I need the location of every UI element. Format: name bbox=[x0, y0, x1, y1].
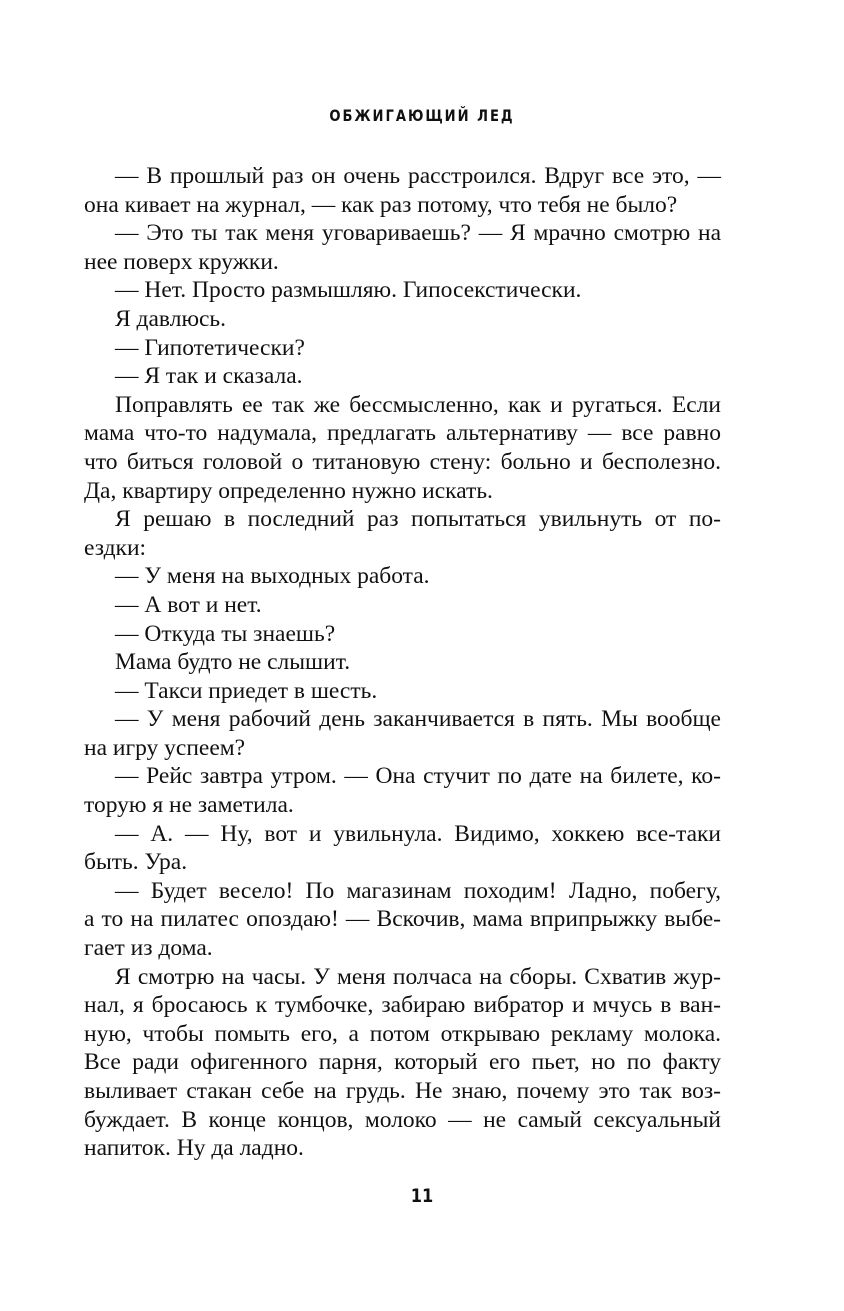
text-line: она кивает на журнал, — как раз потому, что тебя не было? bbox=[84, 191, 678, 218]
text-line: Мама будто не слышит. bbox=[115, 649, 351, 676]
text-line: что биться головой о титановую стену: больно и бесполезно. bbox=[84, 448, 721, 475]
text-line: Да, квартиру определенно нужно искать. bbox=[84, 477, 493, 504]
text-line: Все ради офигенного парня, который его пьет, но по факту bbox=[84, 1049, 721, 1076]
text-line: — Гипотетически? bbox=[115, 334, 305, 361]
paragraph bbox=[84, 562, 721, 591]
text-line: — Рейс завтра утром. — Она стучит по дате на билете, ко- bbox=[115, 763, 721, 790]
text-line: быть. Ура. bbox=[84, 849, 188, 876]
text-line: — Нет. Просто размышляю. Гипосекстически. bbox=[115, 277, 582, 304]
text-line: — У меня рабочий день заканчивается в пять. Мы вообще bbox=[115, 706, 721, 733]
text-line: — А вот и нет. bbox=[115, 591, 262, 618]
text-line: ную, чтобы помыть его, а потом открываю рекламу молока. bbox=[84, 1020, 721, 1047]
paragraph bbox=[84, 705, 721, 762]
paragraph bbox=[84, 762, 721, 819]
text-line: — В прошлый раз он очень расстроился. Вдруг все это, — bbox=[115, 163, 721, 189]
text-line: торую я не заметила. bbox=[84, 792, 294, 819]
paragraph bbox=[84, 677, 721, 706]
text-line: — Откуда ты знаешь? bbox=[115, 620, 336, 647]
paragraph bbox=[84, 334, 721, 363]
text-line: — Такси приедет в шесть. bbox=[115, 677, 378, 704]
paragraph bbox=[84, 162, 721, 219]
text-line: буждает. В конце концов, молоко — не самый сексуальный bbox=[84, 1106, 721, 1133]
text-line: — Я так и сказала. bbox=[115, 363, 303, 390]
body-text bbox=[84, 162, 721, 1163]
text-line: нее поверх кружки. bbox=[84, 248, 279, 275]
text-line: на игру успеем? bbox=[84, 734, 246, 761]
paragraph bbox=[84, 820, 721, 877]
text-line: выливает стакан себе на грудь. Не знаю, почему это так воз- bbox=[84, 1078, 721, 1104]
text-line: Я смотрю на часы. У меня полчаса на сборы. Схватив жур- bbox=[115, 963, 721, 990]
text-line: ездки: bbox=[84, 534, 147, 561]
text-line: мама что-то надумала, предлагать альтернативу — все равно bbox=[84, 420, 721, 447]
paragraph bbox=[84, 391, 721, 505]
paragraph bbox=[84, 219, 721, 276]
text-line: — Это ты так меня уговариваешь? — Я мрачно смотрю на bbox=[115, 220, 721, 247]
paragraph bbox=[84, 620, 721, 649]
paragraph bbox=[84, 362, 721, 391]
paragraph bbox=[84, 877, 721, 963]
paragraph bbox=[84, 591, 721, 620]
text-line: — У меня на выходных работа. bbox=[115, 563, 430, 590]
paragraph bbox=[84, 276, 721, 305]
paragraph bbox=[84, 963, 721, 1163]
text-line: Поправлять ее так же бессмысленно, как и ругаться. Если bbox=[115, 391, 721, 418]
text-line: а то на пилатес опоздаю! — Вскочив, мама вприпрыжку выбе- bbox=[84, 906, 721, 933]
running-head: ОБЖИГАЮЩИЙ ЛЕД bbox=[329, 106, 515, 125]
text-line: Я решаю в последний раз попытаться увильнуть от по- bbox=[115, 506, 721, 533]
text-line: Я давлюсь. bbox=[115, 305, 227, 332]
paragraph bbox=[84, 648, 721, 677]
paragraph bbox=[84, 505, 721, 562]
text-line: нал, я бросаюсь к тумбочке, забираю вибратор и мчусь в ван- bbox=[84, 992, 721, 1019]
paragraph bbox=[84, 305, 721, 334]
page-number: 11 bbox=[410, 1185, 434, 1207]
text-line: гает из дома. bbox=[84, 935, 213, 962]
text-line: напиток. Ну да ладно. bbox=[84, 1135, 304, 1162]
text-line: — Будет весело! По магазинам походим! Ладно, побегу, bbox=[115, 877, 721, 904]
text-line: — А. — Ну, вот и увильнула. Видимо, хоккею все-таки bbox=[115, 820, 721, 847]
